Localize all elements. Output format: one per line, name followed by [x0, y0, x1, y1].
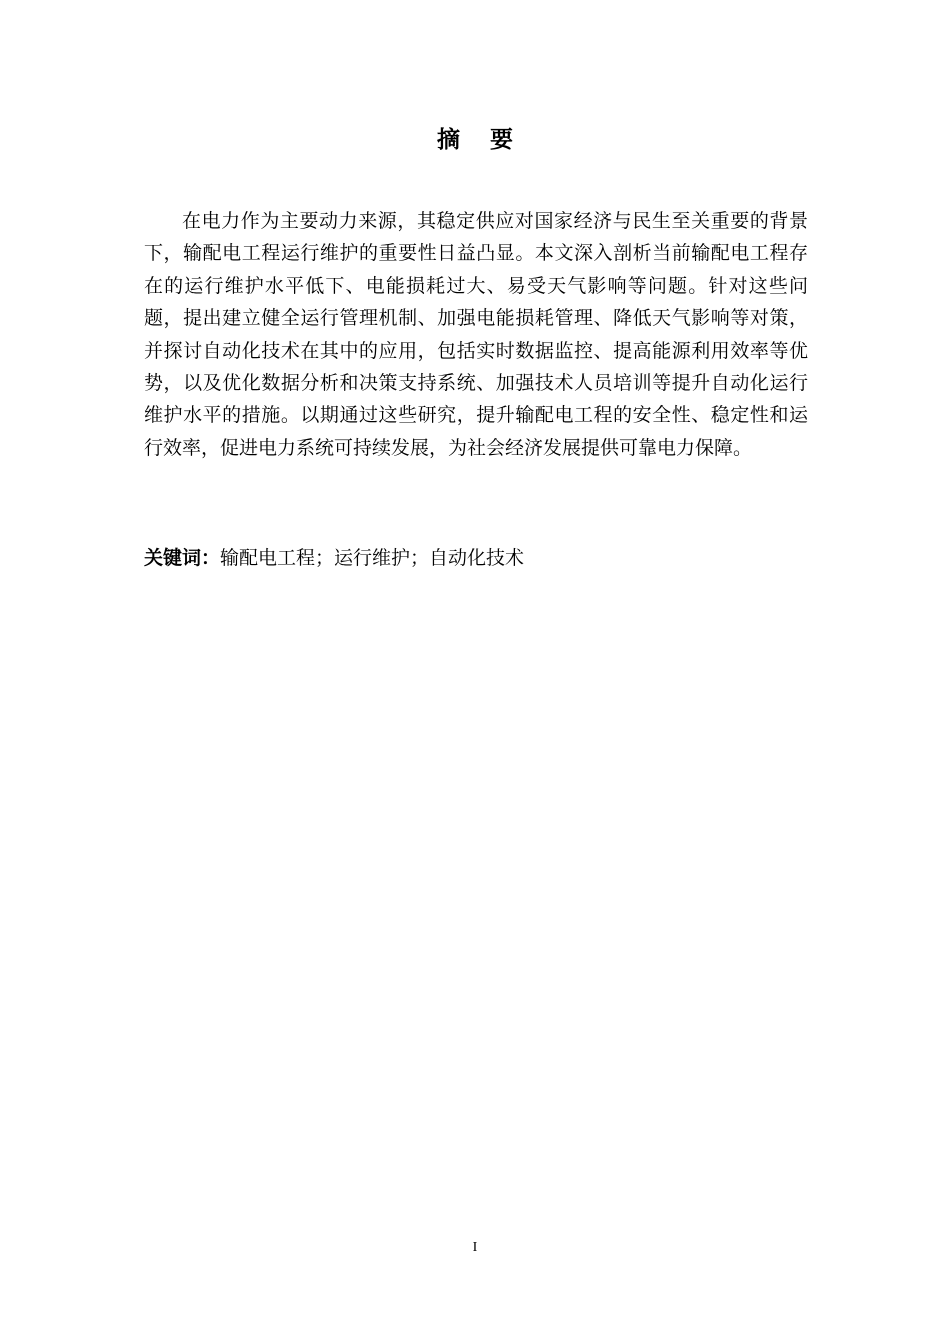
page-number: I [472, 1240, 478, 1255]
keywords-list: 输配电工程；运行维护；自动化技术 [220, 547, 525, 569]
keywords-line [144, 542, 808, 574]
title-char-2: 要 [490, 127, 513, 153]
keywords-label: 关键词： [144, 547, 221, 569]
title-char-1: 摘 [437, 127, 460, 153]
page-title [0, 124, 950, 156]
abstract-paragraph: 在电力作为主要动力来源，其稳定供应对国家经济与民生至关重要的背景下，输配电工程运行维护的重要性日益凸显。本文深入剖析当前输配电工程存在的运行维护水平低下、电能损耗过大、易受天气影响等问题。针对这些问题，提出建立健全运行管理机制、加强电能损耗管理、降低天气影响等对策，并探讨自动化技术在其中的应用，包括实时数据监控、提高能源利用效率等优势，以及优化数据分析和决策支持系统、加强技术人员培训等提升自动化运行维护水平的措施。以期通过这些研究，提升输配电工程的安全性、稳定性和运行效率，促进电力系统可持续发展，为社会经济发展提供可靠电力保障。 [144, 210, 808, 459]
